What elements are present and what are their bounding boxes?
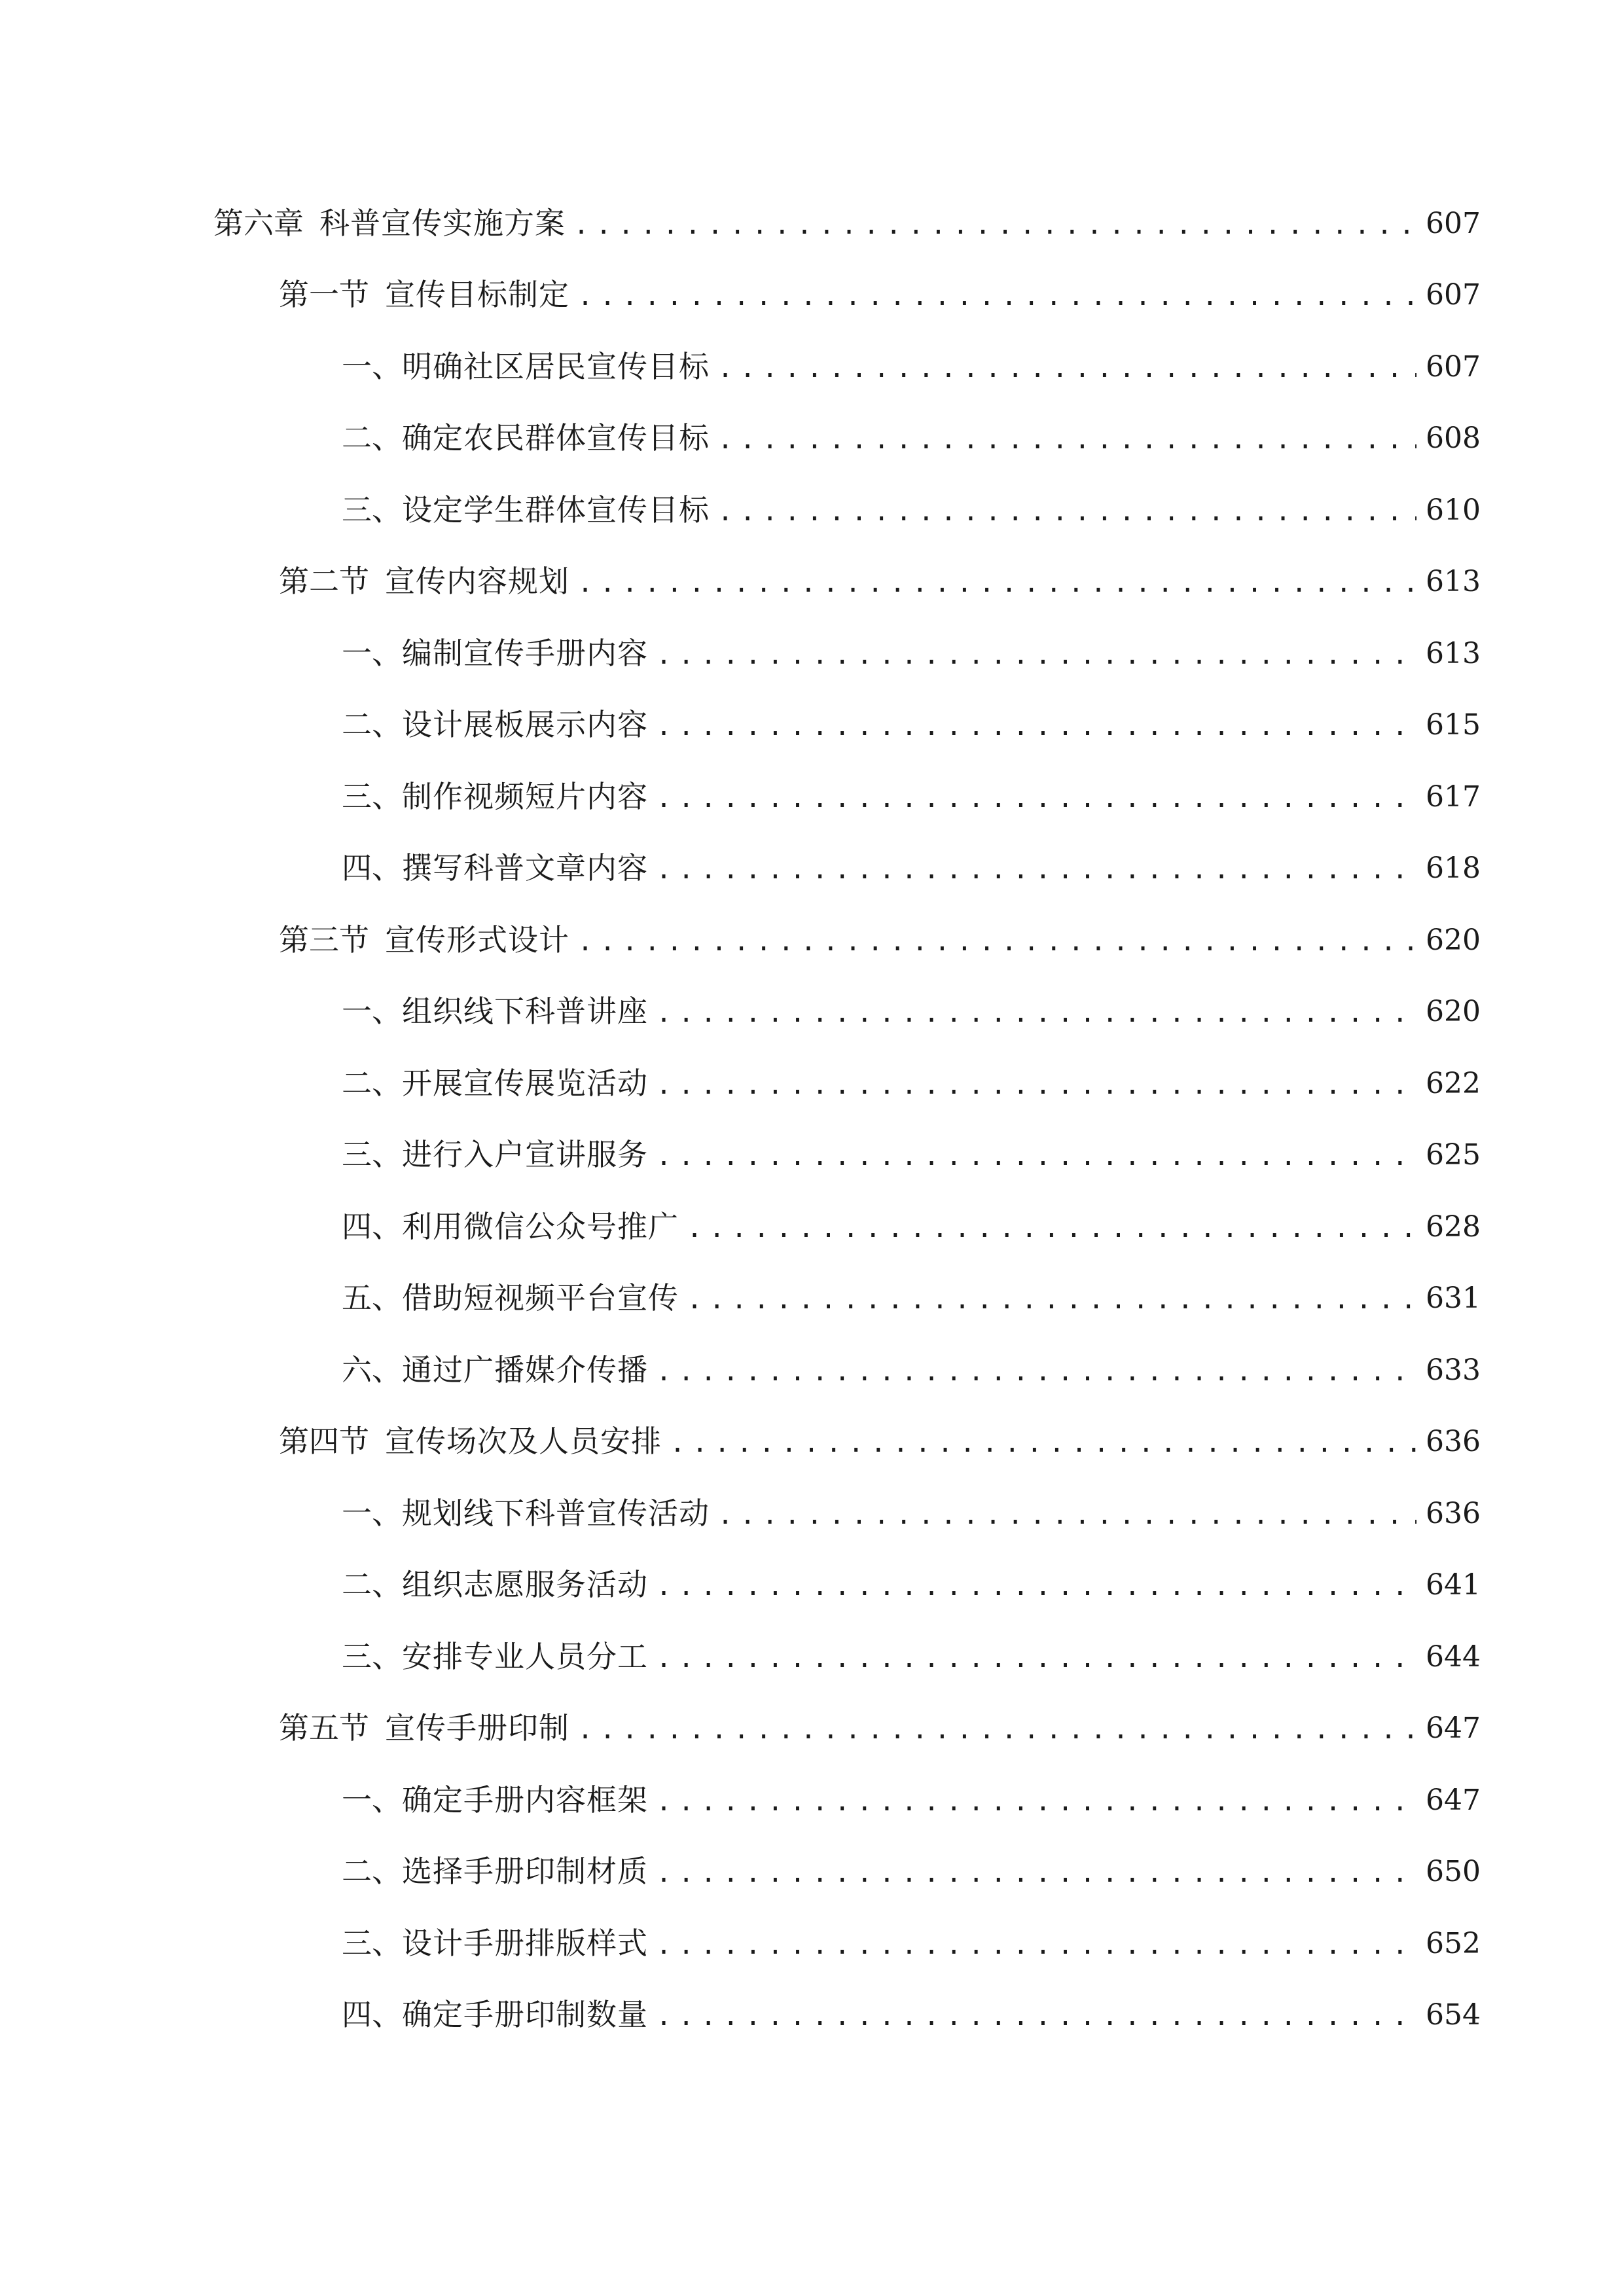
- entry-page-number: 636: [1426, 1496, 1481, 1530]
- toc-entry-section[interactable]: [213, 257, 1481, 329]
- dot-leader: [577, 570, 1416, 596]
- entry-page-number: 607: [1426, 350, 1481, 384]
- entry-page-number: 647: [1426, 1712, 1481, 1745]
- entry-number: 三、: [342, 778, 402, 814]
- dot-leader: [656, 1143, 1416, 1170]
- entry-page-number: 654: [1426, 1998, 1481, 2032]
- toc-entry-section[interactable]: [213, 543, 1481, 615]
- entry-number: 第五节: [279, 1710, 369, 1746]
- entry-page-number: 641: [1426, 1568, 1481, 1602]
- entry-number: 四、: [342, 1208, 402, 1244]
- toc-entry-subsection[interactable]: [213, 830, 1481, 902]
- dot-leader: [717, 427, 1416, 453]
- entry-page-number: 625: [1426, 1138, 1481, 1172]
- entry-number: 三、: [342, 1638, 402, 1674]
- entry-page-number: 631: [1426, 1282, 1481, 1315]
- dot-leader: [573, 212, 1416, 238]
- entry-title: 确定农民群体宣传目标: [402, 420, 710, 456]
- toc-entry-subsection[interactable]: [213, 687, 1481, 759]
- toc-entry-subsection[interactable]: [213, 1331, 1481, 1403]
- entry-page-number: 610: [1426, 493, 1481, 527]
- entry-page-number: 620: [1426, 923, 1481, 957]
- entry-number: 二、: [342, 420, 402, 456]
- entry-page-number: 633: [1426, 1353, 1481, 1387]
- toc-entry-subsection[interactable]: [213, 400, 1481, 472]
- entry-number: 一、: [342, 348, 402, 384]
- toc-entry-section[interactable]: [213, 1690, 1481, 1762]
- dot-leader: [656, 1359, 1416, 1385]
- toc-entry-section[interactable]: [213, 1403, 1481, 1475]
- toc-entry-subsection[interactable]: [213, 471, 1481, 543]
- entry-page-number: 608: [1426, 422, 1481, 455]
- dot-leader: [717, 355, 1416, 382]
- entry-title: 宣传场次及人员安排: [385, 1424, 662, 1459]
- toc-entry-subsection[interactable]: [213, 1977, 1481, 2049]
- entry-title: 组织线下科普讲座: [402, 994, 648, 1029]
- toc-entry-subsection[interactable]: [213, 1475, 1481, 1547]
- entry-title: 设计手册排版样式: [402, 1925, 648, 1961]
- toc-entry-subsection[interactable]: [213, 973, 1481, 1045]
- entry-title: 进行入户宣讲服务: [402, 1137, 648, 1172]
- entry-title: 确定手册内容框架: [402, 1782, 648, 1818]
- entry-title: 借助短视频平台宣传: [402, 1280, 679, 1316]
- entry-title: 通过广播媒介传播: [402, 1352, 648, 1388]
- dot-leader: [656, 857, 1416, 883]
- dot-leader: [687, 1287, 1416, 1313]
- dot-leader: [717, 499, 1416, 525]
- toc-entry-section[interactable]: [213, 901, 1481, 973]
- entry-title: 宣传目标制定: [385, 277, 569, 312]
- entry-page-number: 607: [1426, 206, 1481, 240]
- dot-leader: [656, 1573, 1416, 1600]
- table-of-contents: [213, 185, 1481, 2048]
- entry-number: 一、: [342, 1495, 402, 1531]
- entry-number: 一、: [342, 635, 402, 671]
- entry-title: 撰写科普文章内容: [402, 850, 648, 886]
- entry-page-number: 613: [1426, 565, 1481, 598]
- dot-leader: [656, 1860, 1416, 1886]
- entry-page-number: 652: [1426, 1926, 1481, 1960]
- dot-leader: [656, 1072, 1416, 1098]
- entry-number: 六、: [342, 1352, 402, 1388]
- entry-page-number: 647: [1426, 1783, 1481, 1817]
- entry-number: 二、: [342, 1065, 402, 1101]
- entry-page-number: 607: [1426, 278, 1481, 312]
- toc-entry-subsection[interactable]: [213, 1618, 1481, 1690]
- toc-entry-subsection[interactable]: [213, 1761, 1481, 1833]
- entry-page-number: 644: [1426, 1640, 1481, 1674]
- entry-title: 宣传手册印制: [385, 1710, 569, 1746]
- entry-number: 第四节: [279, 1424, 369, 1459]
- entry-title: 编制宣传手册内容: [402, 635, 648, 671]
- toc-entry-subsection[interactable]: [213, 328, 1481, 400]
- dot-leader: [656, 1932, 1416, 1958]
- entry-number: 第三节: [279, 922, 369, 958]
- dot-leader: [717, 1502, 1416, 1528]
- entry-title: 宣传形式设计: [385, 922, 569, 958]
- toc-entry-subsection[interactable]: [213, 1833, 1481, 1905]
- dot-leader: [656, 1000, 1416, 1026]
- entry-title: 开展宣传展览活动: [402, 1065, 648, 1101]
- entry-number: 第一节: [279, 277, 369, 312]
- entry-number: 二、: [342, 1854, 402, 1889]
- dot-leader: [577, 1717, 1416, 1743]
- entry-number: 第六章: [213, 205, 304, 241]
- entry-title: 确定手册印制数量: [402, 1997, 648, 2032]
- toc-entry-subsection[interactable]: [213, 1188, 1481, 1260]
- entry-title: 组织志愿服务活动: [402, 1567, 648, 1602]
- entry-number: 四、: [342, 850, 402, 886]
- entry-title: 规划线下科普宣传活动: [402, 1495, 710, 1531]
- entry-number: 三、: [342, 492, 402, 528]
- entry-title: 科普宣传实施方案: [319, 205, 566, 241]
- entry-title: 设定学生群体宣传目标: [402, 492, 710, 528]
- entry-title: 选择手册印制材质: [402, 1854, 648, 1889]
- entry-number: 五、: [342, 1280, 402, 1316]
- dot-leader: [656, 1789, 1416, 1815]
- entry-title: 制作视频短片内容: [402, 778, 648, 814]
- dot-leader: [577, 929, 1416, 955]
- entry-page-number: 615: [1426, 708, 1481, 742]
- dot-leader: [656, 785, 1416, 812]
- toc-entry-subsection[interactable]: [213, 1045, 1481, 1117]
- entry-number: 四、: [342, 1997, 402, 2032]
- dot-leader: [656, 713, 1416, 740]
- entry-title: 明确社区居民宣传目标: [402, 348, 710, 384]
- entry-page-number: 650: [1426, 1855, 1481, 1888]
- entry-number: 二、: [342, 707, 402, 742]
- entry-number: 一、: [342, 994, 402, 1029]
- entry-page-number: 636: [1426, 1425, 1481, 1458]
- toc-entry-subsection[interactable]: [213, 758, 1481, 830]
- entry-title: 设计展板展示内容: [402, 707, 648, 742]
- entry-title: 利用微信公众号推广: [402, 1208, 679, 1244]
- entry-number: 三、: [342, 1137, 402, 1172]
- entry-title: 安排专业人员分工: [402, 1638, 648, 1674]
- dot-leader: [656, 1645, 1416, 1672]
- toc-entry-subsection[interactable]: [213, 1260, 1481, 1332]
- toc-entry-subsection[interactable]: [213, 1905, 1481, 1977]
- entry-page-number: 617: [1426, 780, 1481, 814]
- entry-number: 三、: [342, 1925, 402, 1961]
- entry-number: 二、: [342, 1567, 402, 1602]
- toc-entry-subsection[interactable]: [213, 1117, 1481, 1189]
- entry-page-number: 613: [1426, 636, 1481, 670]
- dot-leader: [656, 642, 1416, 668]
- entry-page-number: 622: [1426, 1066, 1481, 1100]
- entry-number: 一、: [342, 1782, 402, 1818]
- dot-leader: [577, 283, 1416, 310]
- dot-leader: [687, 1215, 1416, 1242]
- dot-leader: [670, 1430, 1416, 1456]
- entry-page-number: 628: [1426, 1210, 1481, 1244]
- dot-leader: [656, 2003, 1416, 2030]
- toc-entry-chapter[interactable]: [213, 185, 1481, 257]
- entry-title: 宣传内容规划: [385, 564, 569, 599]
- entry-number: 第二节: [279, 564, 369, 599]
- entry-page-number: 620: [1426, 995, 1481, 1028]
- entry-page-number: 618: [1426, 852, 1481, 885]
- toc-entry-subsection[interactable]: [213, 1547, 1481, 1619]
- toc-entry-subsection[interactable]: [213, 615, 1481, 687]
